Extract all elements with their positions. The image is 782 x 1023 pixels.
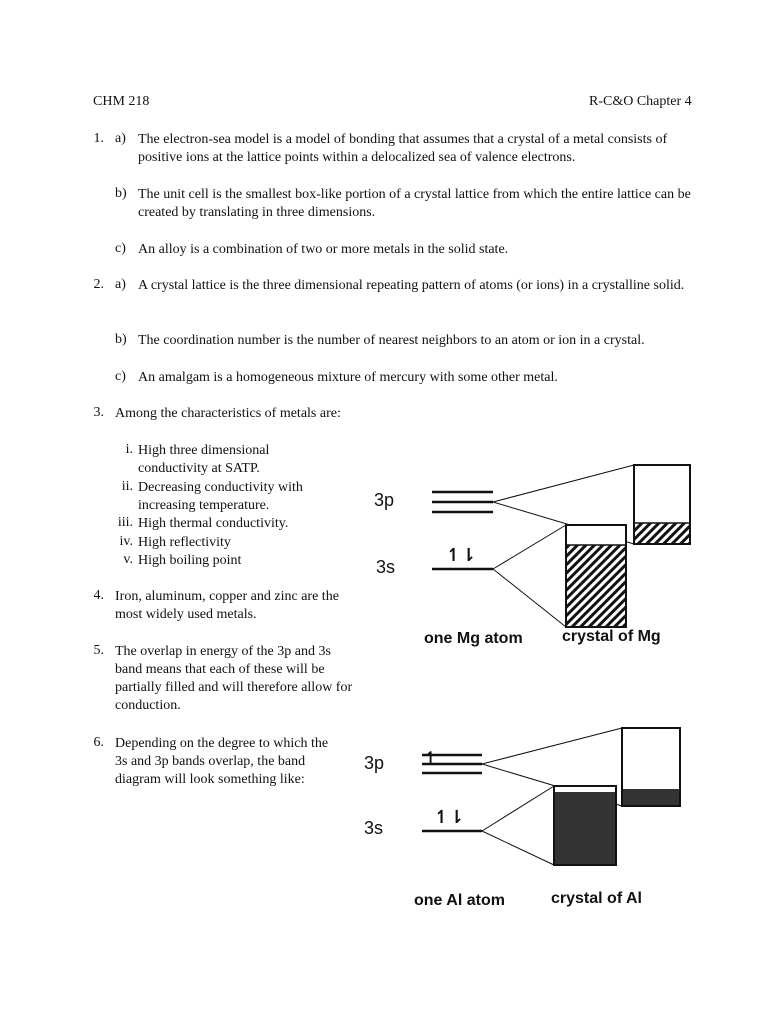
q1-c-label: c)	[115, 241, 126, 256]
q2-c-label: c)	[115, 369, 126, 384]
mg-crystal-caption: crystal of Mg	[562, 628, 661, 645]
al-3p-label: 3p	[364, 753, 385, 773]
mg-3s-connector	[493, 525, 566, 569]
q2-c-text: An amalgam is a homogeneous mixture of mercury with some other metal.	[138, 370, 558, 385]
chapter-title: R-C&O Chapter 4	[589, 94, 692, 109]
al-3s-connector	[482, 831, 554, 865]
q3-item-text: High thermal conductivity.	[138, 516, 289, 531]
q3-item-label: iv.	[119, 534, 133, 549]
q2-b-text: The coordination number is the number of nearest neighbors to an atom or ion in a crystal.	[138, 333, 645, 348]
mg-3s-spin-arrows: ↿⇂	[446, 545, 477, 565]
q1-c-text: An alloy is a combination of two or more metals in the solid state.	[138, 242, 509, 257]
al-band-diagram	[360, 720, 700, 880]
q1-a-text: The electron-sea model is a model of bonding that assumes that a crystal of a metal consists of positive ions at the lattice points within a delocalized sea of valence electrons.	[138, 132, 668, 165]
mg-3s-connector	[493, 569, 566, 627]
q2-b-label: b)	[115, 332, 127, 347]
question-number-1: 1.	[93, 131, 104, 146]
al-3s-label: 3s	[364, 818, 384, 838]
question-number-5: 5.	[93, 643, 104, 658]
q3-intro: Among the characteristics of metals are:	[115, 406, 341, 421]
al-atom-caption: one Al atom	[414, 892, 505, 909]
q3-item-label: iii.	[117, 515, 133, 530]
question-number-4: 4.	[93, 588, 104, 603]
mg-3p-label: 3p	[374, 490, 395, 510]
question-number-6: 6.	[93, 735, 104, 750]
question-number-3: 3.	[93, 405, 104, 420]
q5-text: The overlap in energy of the 3p and 3s band means that each of these will be partially filled and will therefore allow for conduction.	[115, 644, 353, 713]
q2-a-label: a)	[115, 277, 126, 292]
mg-3s-label: 3s	[376, 557, 396, 577]
q1-a-label: a)	[115, 131, 126, 146]
q3-item-text: Decreasing conductivity with increasing temperature.	[138, 480, 303, 513]
al-3p-spin-arrow: ↿	[424, 750, 438, 767]
q3-item-label: i.	[125, 442, 133, 457]
q3-item-text: High three dimensional conductivity at SATP.	[138, 443, 270, 476]
q2-a-text: A crystal lattice is the three dimensional repeating pattern of atoms (or ions) in a crystalline solid.	[138, 278, 685, 293]
q6-text: Depending on the degree to which the 3s and 3p bands overlap, the band diagram will look something like:	[115, 736, 329, 787]
mg-3p-band-fill	[635, 523, 689, 543]
al-crystal-caption: crystal of Al	[551, 890, 642, 907]
course-code: CHM 218	[93, 94, 150, 109]
mg-atom-caption: one Mg atom	[424, 630, 523, 647]
q3-item-label: ii.	[121, 479, 133, 494]
al-3s-band-fill	[555, 792, 615, 864]
mg-3s-band-fill	[567, 545, 625, 626]
q1-b-label: b)	[115, 186, 127, 201]
mg-3p-connector	[493, 465, 634, 502]
al-3p-band-fill	[623, 789, 679, 805]
al-3p-connector	[482, 728, 622, 764]
q1-b-text: The unit cell is the smallest box-like portion of a crystal lattice from which the entire lattice can be created by translating in three dimensions.	[138, 187, 691, 220]
question-number-2: 2.	[93, 277, 104, 292]
q3-item-label: v.	[123, 552, 133, 567]
q3-item-text: High boiling point	[138, 553, 242, 568]
q3-item-text: High reflectivity	[138, 535, 231, 550]
q4-text: Iron, aluminum, copper and zinc are the most widely used metals.	[115, 589, 339, 622]
al-3s-spin-arrows: ↿⇂	[434, 807, 465, 827]
al-3s-connector	[482, 786, 554, 831]
